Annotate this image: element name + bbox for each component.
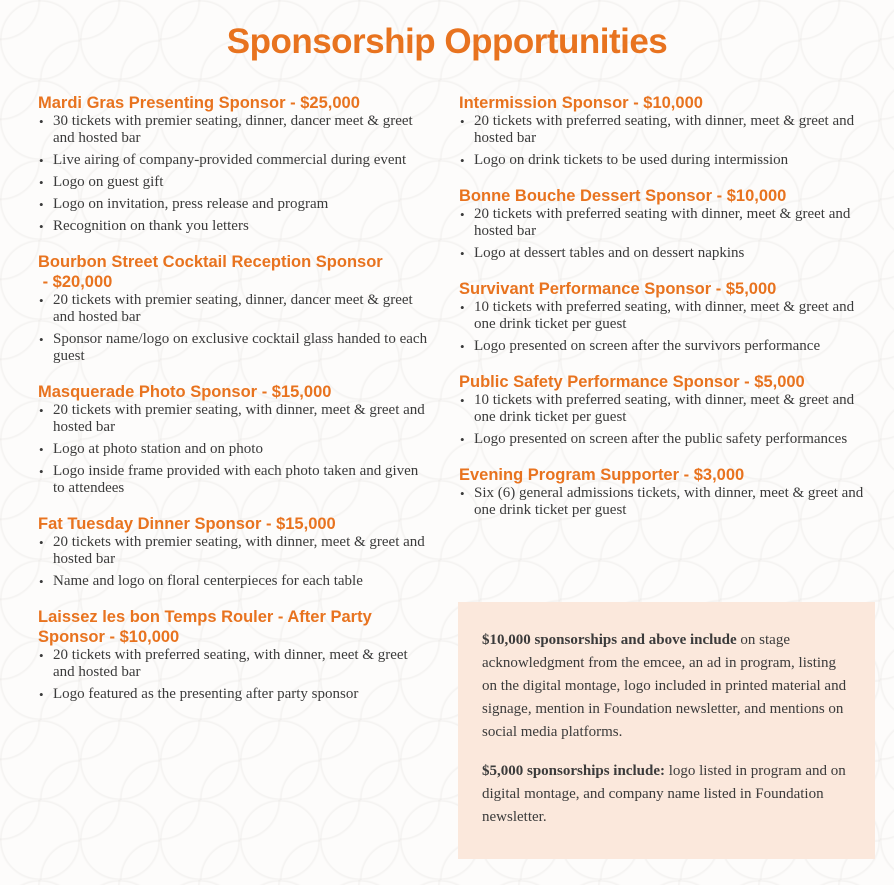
benefit-item (38, 292, 428, 326)
sponsor-name: Public Safety Performance Sponsor (459, 373, 740, 391)
right-column (459, 93, 871, 536)
sponsor-name: Masquerade Photo Sponsor (38, 383, 258, 401)
benefit-item (38, 647, 428, 681)
sponsor-heading (459, 279, 871, 299)
sponsor-block (459, 465, 871, 519)
benefit-item (38, 441, 428, 458)
bullet-icon: • (460, 432, 465, 447)
sponsor-price: $15,000 (276, 515, 336, 533)
benefit-list (38, 647, 428, 703)
benefit-text: Logo featured as the presenting after party sponsor (53, 686, 359, 702)
bullet-icon: • (39, 219, 44, 234)
sponsor-heading (459, 372, 871, 392)
bullet-icon: • (460, 486, 465, 501)
bullet-icon: • (39, 648, 44, 663)
benefit-text: Logo on invitation, press release and program (53, 196, 329, 212)
sponsor-block (459, 93, 871, 169)
bullet-icon: • (39, 403, 44, 418)
sponsor-name: Survivant Performance Sponsor (459, 280, 712, 298)
benefit-item (38, 534, 428, 568)
benefit-text: 20 tickets with preferred seating, with dinner, meet & greet and hosted bar (53, 647, 408, 680)
benefit-text: Logo presented on screen after the public safety performances (474, 431, 848, 447)
sponsor-heading (38, 514, 428, 534)
bullet-icon: • (39, 535, 44, 550)
benefit-text: Logo inside frame provided with each photo taken and given to attendees (53, 463, 419, 496)
sponsor-price: $3,000 (693, 466, 745, 484)
bullet-icon: • (460, 339, 465, 354)
sponsor-price: $10,000 (119, 628, 180, 646)
benefit-item (38, 402, 428, 436)
benefit-text: 10 tickets with preferred seating, with dinner, meet & greet and one drink ticket per guest (474, 299, 855, 332)
benefit-item (38, 174, 428, 191)
benefit-text: Logo on guest gift (53, 174, 164, 190)
price-separator: - (38, 273, 53, 291)
bullet-icon: • (39, 293, 44, 308)
sponsor-price: $5,000 (725, 280, 777, 298)
benefit-text: Recognition on thank you letters (53, 218, 249, 234)
benefit-list (459, 113, 871, 169)
benefit-item (459, 152, 871, 169)
sponsor-name: Mardi Gras Presenting Sponsor (38, 94, 286, 112)
benefit-item (459, 299, 871, 333)
bullet-icon: • (460, 246, 465, 261)
benefit-text: Logo at photo station and on photo (53, 441, 263, 457)
price-separator: - (712, 187, 727, 205)
sponsor-price: $10,000 (726, 187, 787, 205)
sponsor-price: $20,000 (52, 273, 113, 291)
benefit-text: 20 tickets with preferred seating with dinner, meet & greet and hosted bar (474, 206, 851, 239)
benefit-item (38, 152, 428, 169)
sponsor-price: $15,000 (271, 383, 332, 401)
benefit-list (459, 299, 871, 355)
info-10000-bold: $10,000 sponsorships and above include (482, 632, 737, 648)
sponsor-block (38, 252, 428, 365)
benefit-item (38, 463, 428, 497)
benefit-text: Logo on drink tickets to be used during intermission (474, 152, 789, 168)
bullet-icon: • (39, 175, 44, 190)
benefit-text: Name and logo on floral centerpieces for each table (53, 573, 363, 589)
sponsor-name: Laissez les bon Temps Rouler - After Party Sponsor (38, 608, 372, 646)
benefit-item (459, 113, 871, 147)
benefit-list (38, 292, 428, 365)
sponsor-price: $5,000 (754, 373, 805, 391)
sponsor-heading (38, 252, 428, 292)
benefit-list (38, 113, 428, 235)
price-separator: - (285, 94, 301, 112)
sponsor-heading (459, 93, 871, 113)
bullet-icon: • (39, 197, 44, 212)
sponsor-block (459, 186, 871, 262)
price-separator: - (628, 94, 644, 112)
benefit-list (38, 534, 428, 590)
benefit-item (38, 686, 428, 703)
benefit-text: Live airing of company-provided commercial during event (53, 152, 407, 168)
benefit-item (38, 331, 428, 365)
bullet-icon: • (460, 300, 465, 315)
benefit-text: 10 tickets with preferred seating, with dinner, meet & greet and one drink ticket per guest (474, 392, 855, 425)
bullet-icon: • (39, 442, 44, 457)
benefit-text: Sponsor name/logo on exclusive cocktail glass handed to each guest (53, 331, 428, 364)
info-5000-text: logo listed in program and on digital montage, and company name listed in Foundation newsletter. (482, 763, 846, 825)
bullet-icon: • (39, 153, 44, 168)
info-5000-bold: $5,000 sponsorships include: (482, 763, 665, 779)
bullet-icon: • (39, 687, 44, 702)
benefit-list (459, 485, 871, 519)
benefit-item (459, 392, 871, 426)
bullet-icon: • (39, 114, 44, 129)
sponsor-block (459, 279, 871, 355)
price-separator: - (104, 628, 120, 646)
page-title: Sponsorship Opportunities (226, 22, 668, 61)
price-separator: - (257, 383, 272, 401)
price-separator: - (739, 373, 755, 391)
bullet-icon: • (39, 332, 44, 347)
benefit-text: Six (6) general admissions tickets, with dinner, meet & greet and one drink ticket per guest (474, 485, 864, 518)
sponsor-block (38, 607, 428, 703)
benefit-list (38, 402, 428, 497)
sponsor-heading (459, 465, 871, 485)
info-box (458, 602, 875, 859)
sponsor-name: Intermission Sponsor (459, 94, 629, 112)
benefit-item (459, 338, 871, 355)
benefit-text: Logo presented on screen after the survivors performance (474, 338, 821, 354)
bullet-icon: • (460, 153, 465, 168)
benefit-item (38, 573, 428, 590)
price-separator: - (711, 280, 726, 298)
sponsor-heading (38, 93, 428, 113)
benefit-item (459, 485, 871, 519)
bullet-icon: • (39, 464, 44, 479)
sponsor-heading (38, 607, 428, 647)
sponsor-price: $10,000 (643, 94, 703, 112)
sponsor-heading (38, 382, 428, 402)
benefit-text: 20 tickets with preferred seating, with dinner, meet & greet and hosted bar (474, 113, 855, 146)
sponsor-name: Fat Tuesday Dinner Sponsor (38, 515, 262, 533)
sponsor-block (38, 514, 428, 590)
benefit-list (459, 206, 871, 262)
benefit-text: 30 tickets with premier seating, dinner, dancer meet & greet and hosted bar (53, 113, 413, 146)
benefit-item (459, 431, 871, 448)
benefit-text: 20 tickets with premier seating, with dinner, meet & greet and hosted bar (53, 534, 425, 567)
sponsor-name: Bonne Bouche Dessert Sponsor (459, 187, 713, 205)
benefit-item (459, 206, 871, 240)
sponsor-price: $25,000 (300, 94, 360, 112)
bullet-icon: • (460, 207, 465, 222)
benefit-text: 20 tickets with premier seating, dinner, dancer meet & greet and hosted bar (53, 292, 413, 325)
bullet-icon: • (39, 574, 44, 589)
benefit-item (459, 245, 871, 262)
price-separator: - (679, 466, 694, 484)
bullet-icon: • (460, 114, 465, 129)
benefit-item (38, 196, 428, 213)
left-column (38, 93, 428, 720)
benefit-item (38, 113, 428, 147)
sponsor-block (38, 93, 428, 235)
benefit-item (38, 218, 428, 235)
benefit-list (459, 392, 871, 448)
sponsor-block (38, 382, 428, 497)
sponsor-name: Evening Program Supporter (459, 466, 680, 484)
info-paragraph-5000 (482, 760, 847, 829)
benefit-text: Logo at dessert tables and on dessert napkins (474, 245, 745, 261)
info-paragraph-10000 (482, 629, 847, 744)
info-10000-text: on stage acknowledgment from the emcee, an ad in program, listing on the digital montage, logo included in printed material and signage, mention in Foundation newsletter, and mentions on social media platforms. (482, 632, 847, 740)
bullet-icon: • (460, 393, 465, 408)
sponsor-block (459, 372, 871, 448)
price-separator: - (261, 515, 277, 533)
sponsor-heading (459, 186, 871, 206)
benefit-text: 20 tickets with premier seating, with dinner, meet & greet and hosted bar (53, 402, 425, 435)
sponsor-name: Bourbon Street Cocktail Reception Sponsor (38, 253, 383, 271)
